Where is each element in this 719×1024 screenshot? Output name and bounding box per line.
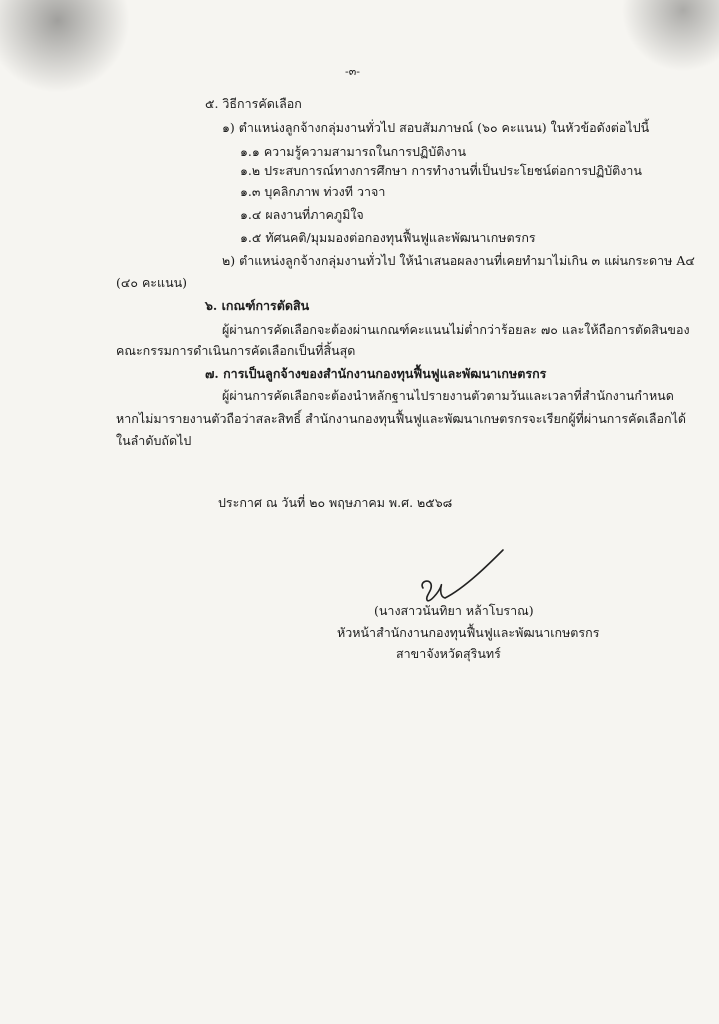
signer-position: หัวหน้าสำนักงานกองทุนฟื้นฟูและพัฒนาเกษตรกร: [337, 625, 600, 640]
section6-line2: คณะกรรมการดำเนินการคัดเลือกเป็นที่สิ้นสุด: [116, 343, 356, 358]
section5-sub-5: ๑.๕ ทัศนคติ/มุมมองต่อกองทุนฟื้นฟูและพัฒนาเกษตรกร: [240, 230, 536, 245]
signer-name: (นางสาวนันทิยา หล้าโบราณ): [374, 603, 534, 618]
section7-line2: หากไม่มารายงานตัวถือว่าสละสิทธิ์ สำนักงานกองทุนฟื้นฟูและพัฒนาเกษตรกรจะเรียกผู้ที่ผ่านการคัดเลือกได้: [116, 411, 686, 426]
section7-line3: ในลำดับถัดไป: [116, 433, 192, 448]
section7-heading: ๗. การเป็นลูกจ้างของสำนักงานกองทุนฟื้นฟูและพัฒนาเกษตรกร: [205, 366, 547, 381]
section6-heading: ๖. เกณฑ์การตัดสิน: [205, 298, 310, 313]
section5-heading: ๕. วิธีการคัดเลือก: [205, 96, 302, 111]
section5-item2-line1: ๒) ตำแหน่งลูกจ้างกลุ่มงานทั่วไป ให้นำเสนอผลงานที่เคยทำมาไม่เกิน ๓ แผ่นกระดาษ A๔: [222, 253, 695, 268]
page-number: -๓-: [345, 65, 360, 78]
section5-sub-4: ๑.๔ ผลงานที่ภาคภูมิใจ: [240, 207, 364, 222]
signer-branch: สาขาจังหวัดสุรินทร์: [396, 646, 501, 661]
section5-sub-2: ๑.๒ ประสบการณ์ทางการศึกษา การทำงานที่เป็นประโยชน์ต่อการปฏิบัติงาน: [240, 163, 642, 178]
section5-item1: ๑) ตำแหน่งลูกจ้างกลุ่มงานทั่วไป สอบสัมภาษณ์ (๖๐ คะแนน) ในหัวข้อดังต่อไปนี้: [222, 120, 650, 135]
section5-sub-3: ๑.๓ บุคลิกภาพ ท่วงที วาจา: [240, 184, 386, 199]
section5-item2-line2: (๔๐ คะแนน): [116, 275, 188, 290]
section7-line1: ผู้ผ่านการคัดเลือกจะต้องนำหลักฐานไปรายงานตัวตามวันและเวลาที่สำนักงานกำหนด: [222, 388, 674, 403]
section5-sub-1: ๑.๑ ความรู้ความสามารถในการปฏิบัติงาน: [240, 144, 466, 159]
section6-line1: ผู้ผ่านการคัดเลือกจะต้องผ่านเกณฑ์คะแนนไม่ต่ำกว่าร้อยละ ๗๐ และให้ถือการตัดสินของ: [222, 322, 690, 337]
announce-date: ประกาศ ณ วันที่ ๒๐ พฤษภาคม พ.ศ. ๒๕๖๘: [218, 495, 453, 510]
